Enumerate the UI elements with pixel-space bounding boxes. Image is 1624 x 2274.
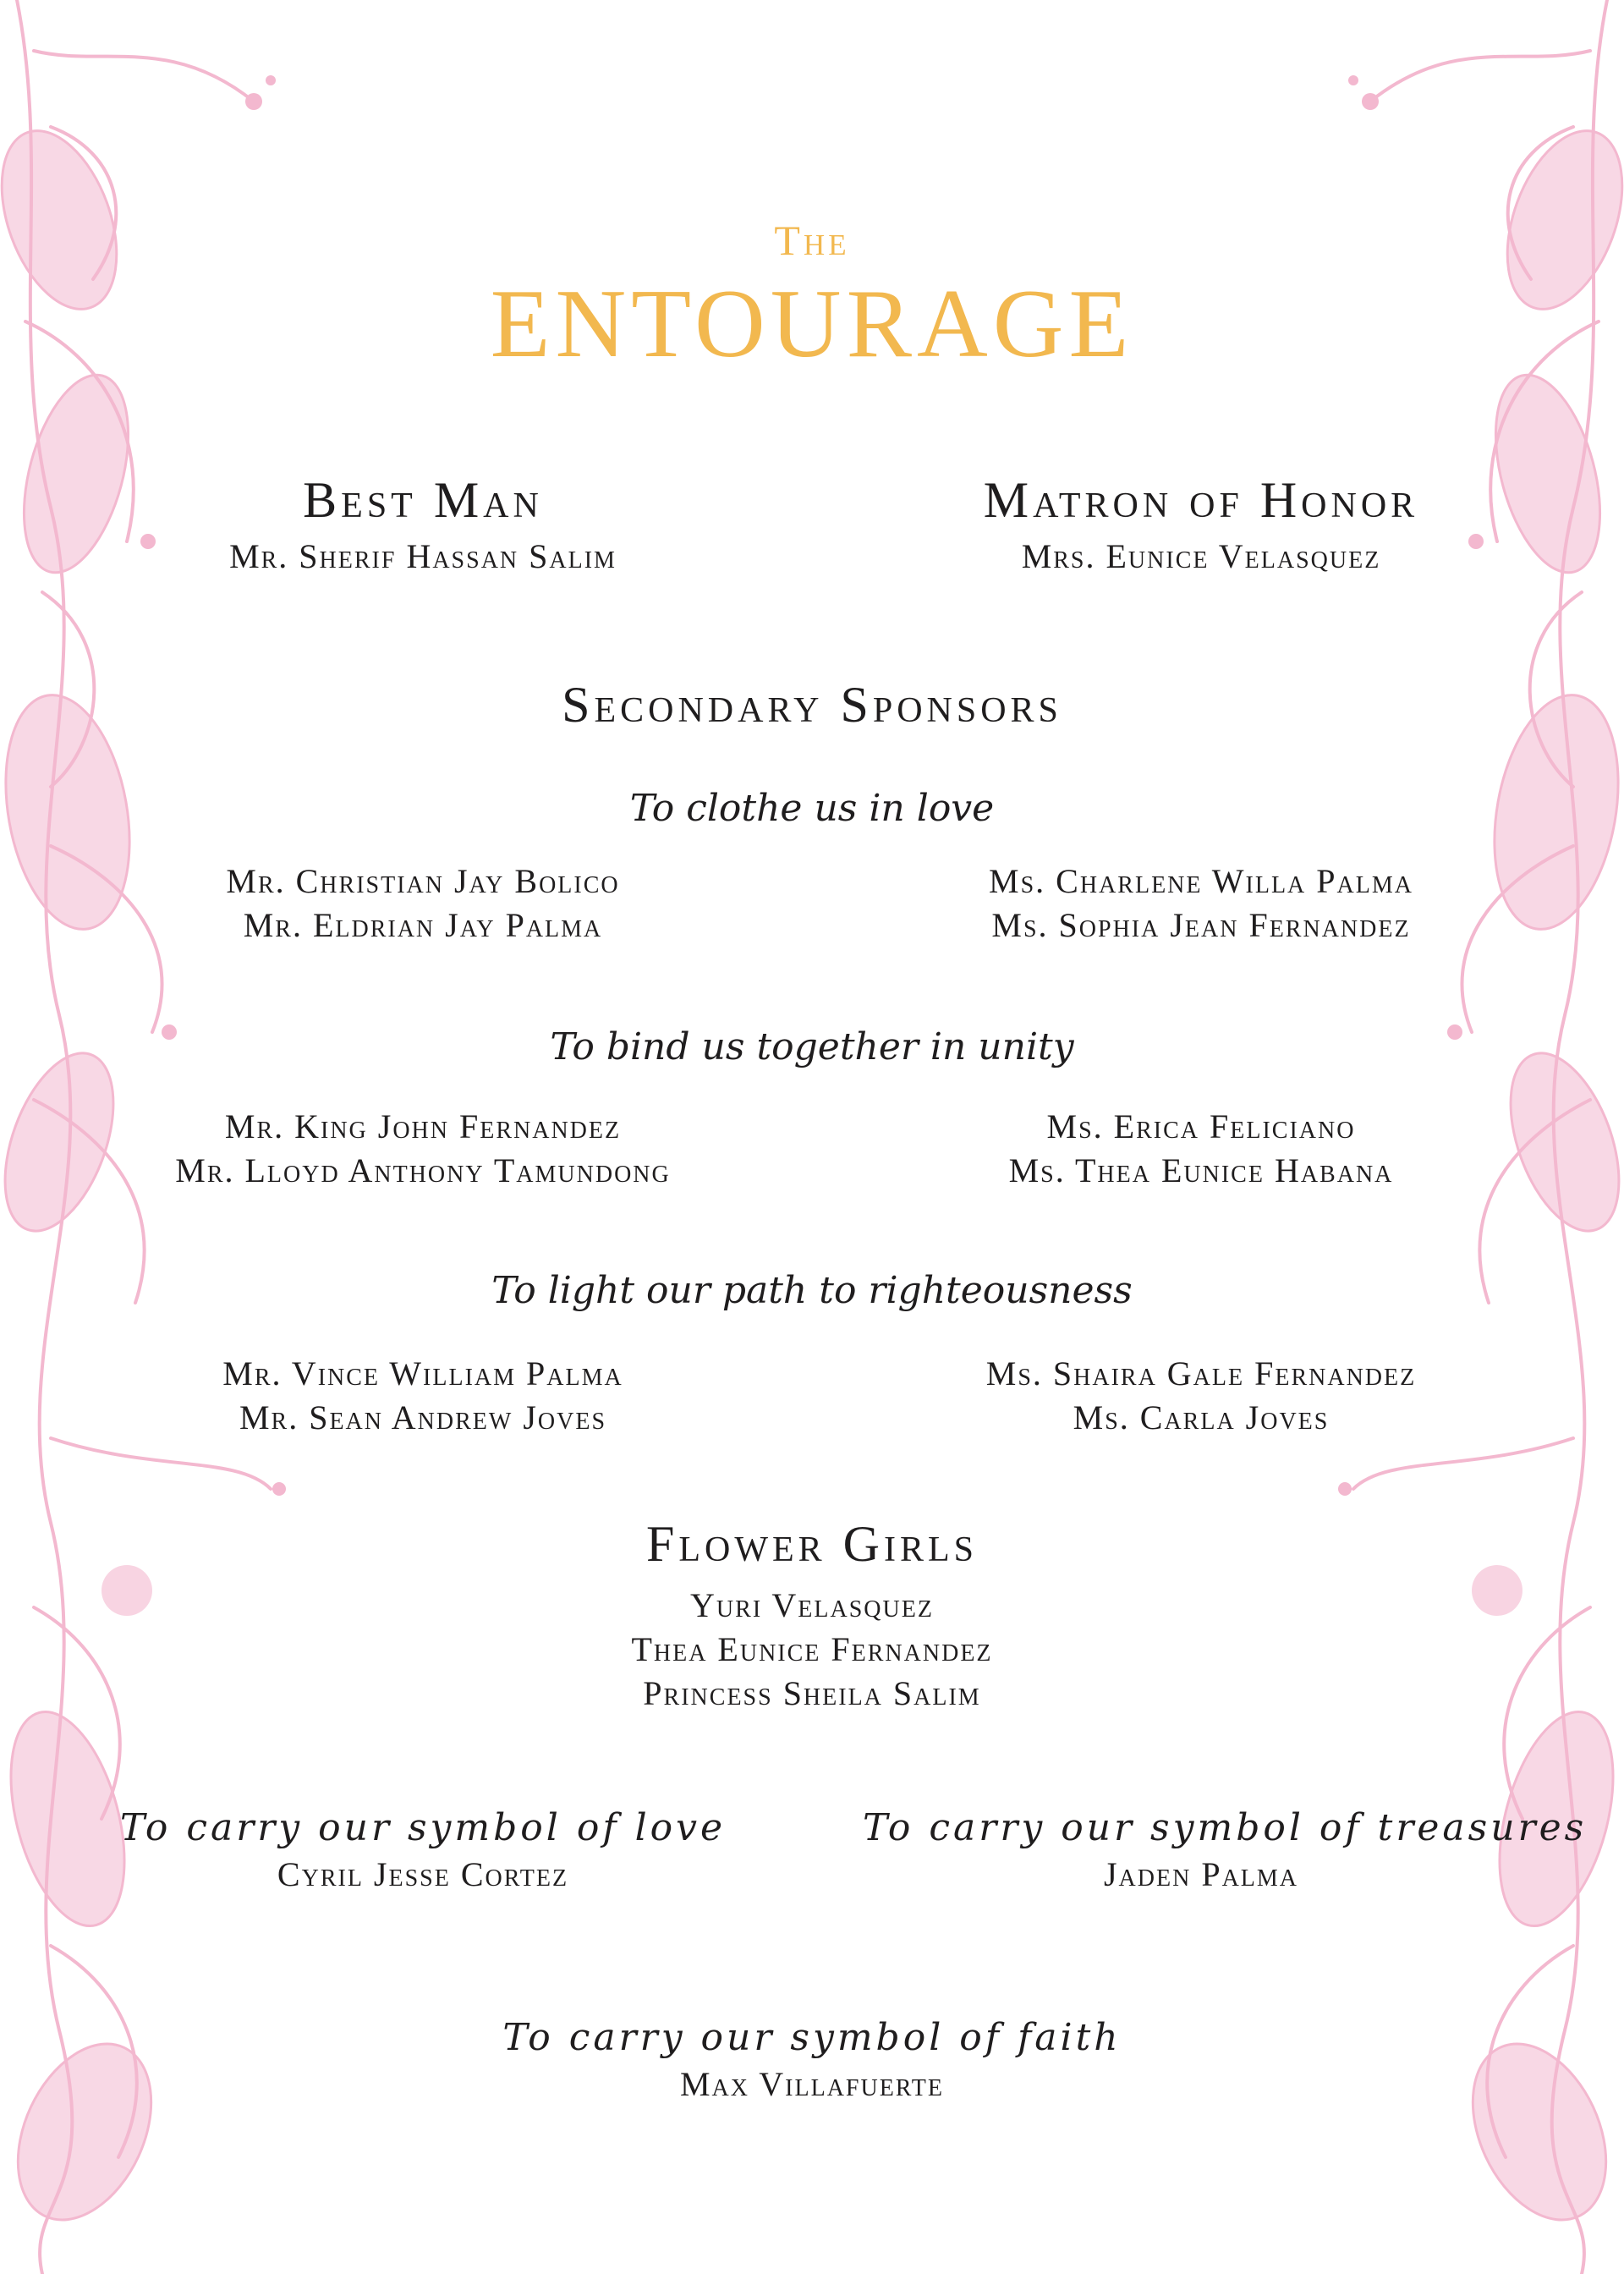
sponsor-name: Mr. Eldrian Jay Palma <box>243 906 603 944</box>
sponsor-name: Ms. Shaira Gale Fernandez <box>985 1354 1417 1392</box>
best-man-heading: Best Man <box>303 472 543 528</box>
matron-name: Mrs. Eunice Velasquez <box>1021 537 1381 575</box>
sponsor-name: Mr. Vince William Palma <box>222 1354 623 1392</box>
faith-bearer-name: Max Villafuerte <box>679 2064 945 2103</box>
group-1-left <box>85 860 761 948</box>
flower-girls-section <box>0 1516 1624 1716</box>
group-3-right <box>863 1352 1539 1440</box>
group-3-caption-block <box>0 1269 1624 1314</box>
title-main-block <box>0 270 1624 378</box>
treasures-bearer-caption: To carry our symbol of treasures <box>863 1806 1588 1849</box>
sponsor-name: Mr. King John Fernandez <box>224 1107 622 1145</box>
sponsor-name: Mr. Christian Jay Bolico <box>226 862 620 900</box>
group-3-left <box>85 1352 761 1440</box>
sponsor-name: Ms. Sophia Jean Fernandez <box>991 906 1411 944</box>
best-man-name: Mr. Sherif Hassan Salim <box>229 537 617 575</box>
sponsor-name: Mr. Lloyd Anthony Tamundong <box>175 1151 671 1189</box>
title-the: The <box>774 217 850 264</box>
sponsor-name: Mr. Sean Andrew Joves <box>239 1398 607 1436</box>
sponsor-name: Ms. Carla Joves <box>1073 1398 1330 1436</box>
group-2-left <box>85 1105 761 1193</box>
best-man-section <box>85 472 761 579</box>
love-bearer-name: Cyril Jesse Cortez <box>277 1854 569 1893</box>
group-3-caption: To light our path to righteousness <box>491 1269 1133 1312</box>
love-bearer-section <box>85 1806 761 1897</box>
sponsor-name: Ms. Charlene Willa Palma <box>989 862 1413 900</box>
sponsor-name: Ms. Thea Eunice Habana <box>1008 1151 1394 1189</box>
matron-heading: Matron of Honor <box>983 472 1419 528</box>
group-1-caption-block <box>0 787 1624 832</box>
sponsor-name: Ms. Erica Feliciano <box>1046 1107 1356 1145</box>
matron-section <box>863 472 1539 579</box>
love-bearer-caption: To carry our symbol of love <box>119 1806 727 1849</box>
faith-bearer-caption: To carry our symbol of faith <box>502 2016 1122 2059</box>
treasures-bearer-name: Jaden Palma <box>1103 1854 1299 1893</box>
secondary-sponsors-heading: Secondary Sponsors <box>562 677 1062 733</box>
flower-girls-heading: Flower Girls <box>645 1516 978 1572</box>
faith-bearer-section <box>0 2016 1624 2106</box>
group-2-caption: To bind us together in unity <box>550 1025 1074 1068</box>
treasures-bearer-section <box>863 1806 1588 1897</box>
page-title: ENTOURAGE <box>490 270 1134 378</box>
group-2-caption-block <box>0 1025 1624 1070</box>
flower-girl-name: Yuri Velasquez <box>690 1586 934 1624</box>
flower-girl-name: Thea Eunice Fernandez <box>631 1630 993 1668</box>
secondary-sponsors-heading-block <box>0 677 1624 733</box>
group-2-right <box>863 1105 1539 1193</box>
group-1-right <box>863 860 1539 948</box>
group-1-caption: To clothe us in love <box>629 787 995 830</box>
flower-girl-name: Princess Sheila Salim <box>643 1674 981 1712</box>
title-block <box>0 216 1624 265</box>
